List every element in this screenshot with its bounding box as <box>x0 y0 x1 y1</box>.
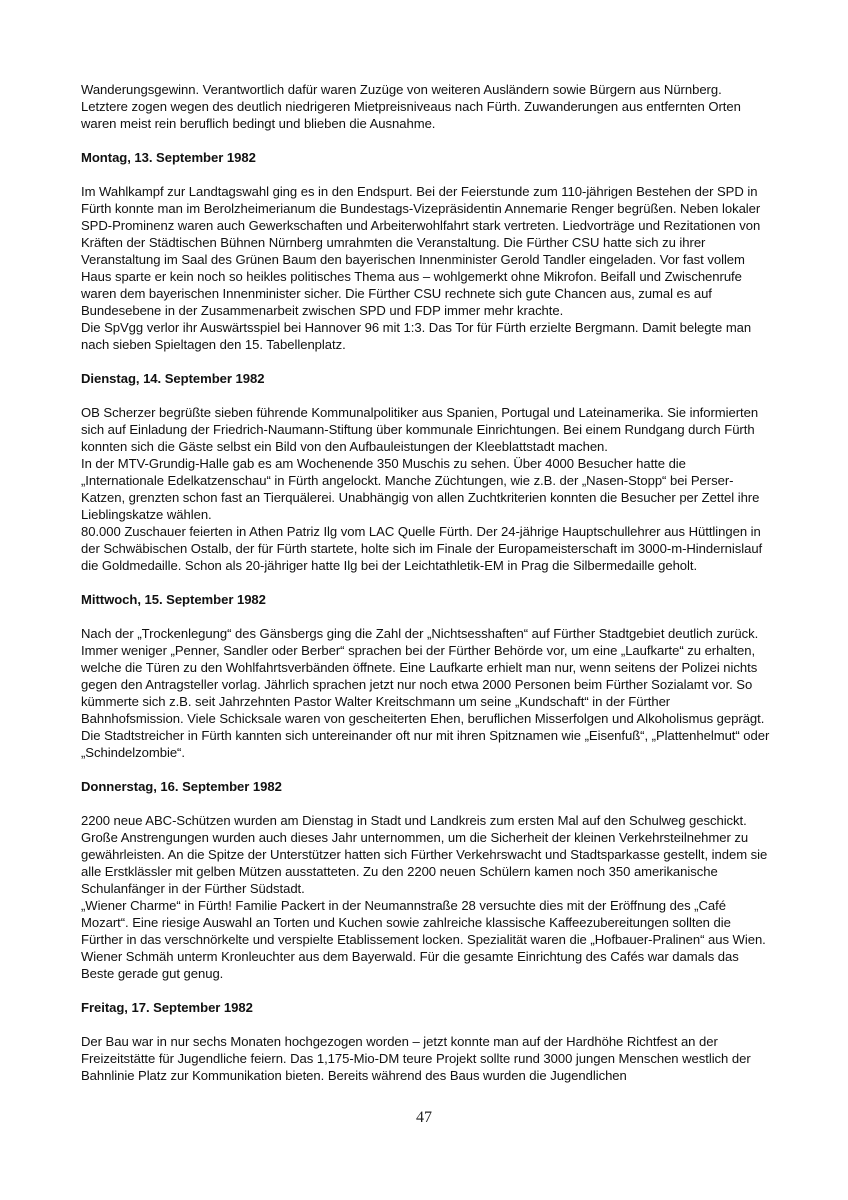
section-heading: Dienstag, 14. September 1982 <box>81 371 265 386</box>
page-number: 47 <box>416 1109 432 1126</box>
section-paragraph: Der Bau war in nur sechs Monaten hochgezogen worden – jetzt konnte man auf der Hardhöhe Richtfest an der Freizeitstätte für Jugendliche feiern. Das 1,175-Mio-DM teure Projekt sollte rund 3000 jungen Menschen westlich der Bahnlinie Platz zur Kommunikation bieten. Bereits während des Baus wurden die Jugendlichen <box>81 1034 751 1083</box>
intro-paragraph: Wanderungsgewinn. Verantwortlich dafür waren Zuzüge von weiteren Ausländern sowie Bürgern aus Nürnberg. Letztere zogen wegen des deutlich niedrigeren Mietpreisniveaus nach Fürth. Zuwanderungen aus entfernten Orten waren meist rein beruflich bedingt und blieben die Ausnahme. <box>81 82 741 131</box>
section-paragraph: 2200 neue ABC-Schützen wurden am Dienstag in Stadt und Landkreis zum ersten Mal auf den Schulweg geschickt. Große Anstrengungen wurden auch dieses Jahr unternommen, um die Sicherheit der kleinen Verkehrsteilnehmer zu gewährleisten. An die Spitze der Unterstützer hatten sich Fürther Verkehrswacht und Stadtsparkasse gestellt, indem sie alle Erstklässler mit gelben Mützen ausstatteten. Zu den 2200 neuen Schülern kamen noch 350 amerikanische Schulanfänger in der Fürther Südstadt. <box>81 813 768 896</box>
section-paragraph: OB Scherzer begrüßte sieben führende Kommunalpolitiker aus Spanien, Portugal und Lateinamerika. Sie informierten sich auf Einladung der Friedrich-Naumann-Stiftung über kommunale Einrichtungen. Bei einem Rundgang durch Fürth konnten sich die Gäste selbst ein Bild von den Aufbauleistungen der Kleeblattstadt machen. <box>81 405 759 454</box>
section-paragraph: In der MTV-Grundig-Halle gab es am Wochenende 350 Muschis zu sehen. Über 4000 Besucher hatte die „Internationale Edelkatzenschau“ in Fürth angelockt. Manche Züchtungen, wie z.B. der „Nasen-Stopp“ bei Perser-Katzen, grenzten schon fast an Tierquälerei. Unabhängig von allen Zuchtkriterien konnten die Besucher per Zettel ihre Lieblingskatze wählen. <box>81 456 760 522</box>
section-heading: Freitag, 17. September 1982 <box>81 1000 253 1015</box>
section-heading: Mittwoch, 15. September 1982 <box>81 592 266 607</box>
section-heading: Donnerstag, 16. September 1982 <box>81 779 282 794</box>
section-monday-13-september <box>81 149 771 353</box>
section-paragraph: 80.000 Zuschauer feierten in Athen Patriz Ilg vom LAC Quelle Fürth. Der 24-jährige Hauptschullehrer aus Hüttlingen in der Schwäbischen Ostalb, der für Fürth startete, holte sich im Finale der Europameisterschaft im 3000-m-Hindernislauf die Goldmedaille. Schon als 20-jähriger hatte Ilg bei der Leichtathletik-EM in Prag die Silbermedaille geholt. <box>81 524 763 573</box>
document-page <box>81 81 771 1084</box>
section-paragraph: Nach der „Trockenlegung“ des Gänsbergs ging die Zahl der „Nichtsesshaften“ auf Fürther Stadtgebiet deutlich zurück. Immer weniger „Penner, Sandler oder Berber“ sprachen bei der Fürther Behörde vor, um eine „Laufkarte“ zu erhalten, welche die Türen zu den Wohlfahrtsverbänden öffnete. Eine Laufkarte erhielt man nur, wenn seitens der Polizei nichts gegen den Antragsteller vorlag. Jährlich sprachen jetzt nur noch etwa 2000 Personen beim Fürther Sozialamt vor. So kümmerte sich z.B. seit Jahrzehnten Pastor Walter Kreitschmann um seine „Kundschaft“ in der Fürther Bahnhofsmission. Viele Schicksale waren von gescheiterten Ehen, beruflichen Misserfolgen und Alkoholismus geprägt. Die Stadtstreicher in Fürth kannten sich untereinander oft nur mit ihren Spitznamen wie „Eisenfuß“, „Plattenhelmut“ oder „Schindelzombie“. <box>81 626 770 760</box>
section-paragraph: Im Wahlkampf zur Landtagswahl ging es in den Endspurt. Bei der Feierstunde zum 110-jährigen Bestehen der SPD in Fürth konnte man im Berolzheimerianum die Bundestags-Vizepräsidentin Annemarie Renger begrüßen. Neben lokaler SPD-Prominenz waren auch Gewerkschaften und Arbeiterwohlfahrt stark vertreten. Liedvorträge und Rezitationen von Kräften der Städtischen Bühnen Nürnberg umrahmten die Veranstaltung. Die Fürther CSU hatte sich zu ihrer Veranstaltung im Saal des Grünen Baum den bayerischen Innenminister Gerold Tandler eingeladen. Vor fast vollem Haus sparte er kein noch so heikles politisches Thema aus – wohlgemerkt ohne Mikrofon. Beifall und Zwischenrufe waren dem bayerischen Innenminister sicher. Die Fürther CSU rechnete sich gute Chancen aus, zumal es auf Bundesebene in der Zusammenarbeit zwischen SPD und FDP immer mehr krachte. <box>81 184 761 318</box>
section-wednesday-15-september <box>81 591 771 761</box>
section-friday-17-september <box>81 999 771 1084</box>
section-paragraph: Die SpVgg verlor ihr Auswärtsspiel bei Hannover 96 mit 1:3. Das Tor für Fürth erzielte Bergmann. Damit belegte man nach sieben Spieltagen den 15. Tabellenplatz. <box>81 320 752 352</box>
section-tuesday-14-september <box>81 370 771 574</box>
section-heading: Montag, 13. September 1982 <box>81 150 256 165</box>
section-paragraph: „Wiener Charme“ in Fürth! Familie Packert in der Neumannstraße 28 versuchte dies mit der Eröffnung des „Café Mozart“. Eine riesige Auswahl an Torten und Kuchen sowie zahlreiche klassische Kaffeezubereitungen sollten die Fürther in das verschnörkelte und verspielte Etablissement locken. Spezialität waren die „Hofbauer-Pralinen“ aus Wien. Wiener Schmäh unterm Kronleuchter aus dem Bayerwald. Für die gesamte Einrichtung des Cafés war damals das Beste gerade gut genug. <box>81 898 766 981</box>
section-thursday-16-september <box>81 778 771 982</box>
